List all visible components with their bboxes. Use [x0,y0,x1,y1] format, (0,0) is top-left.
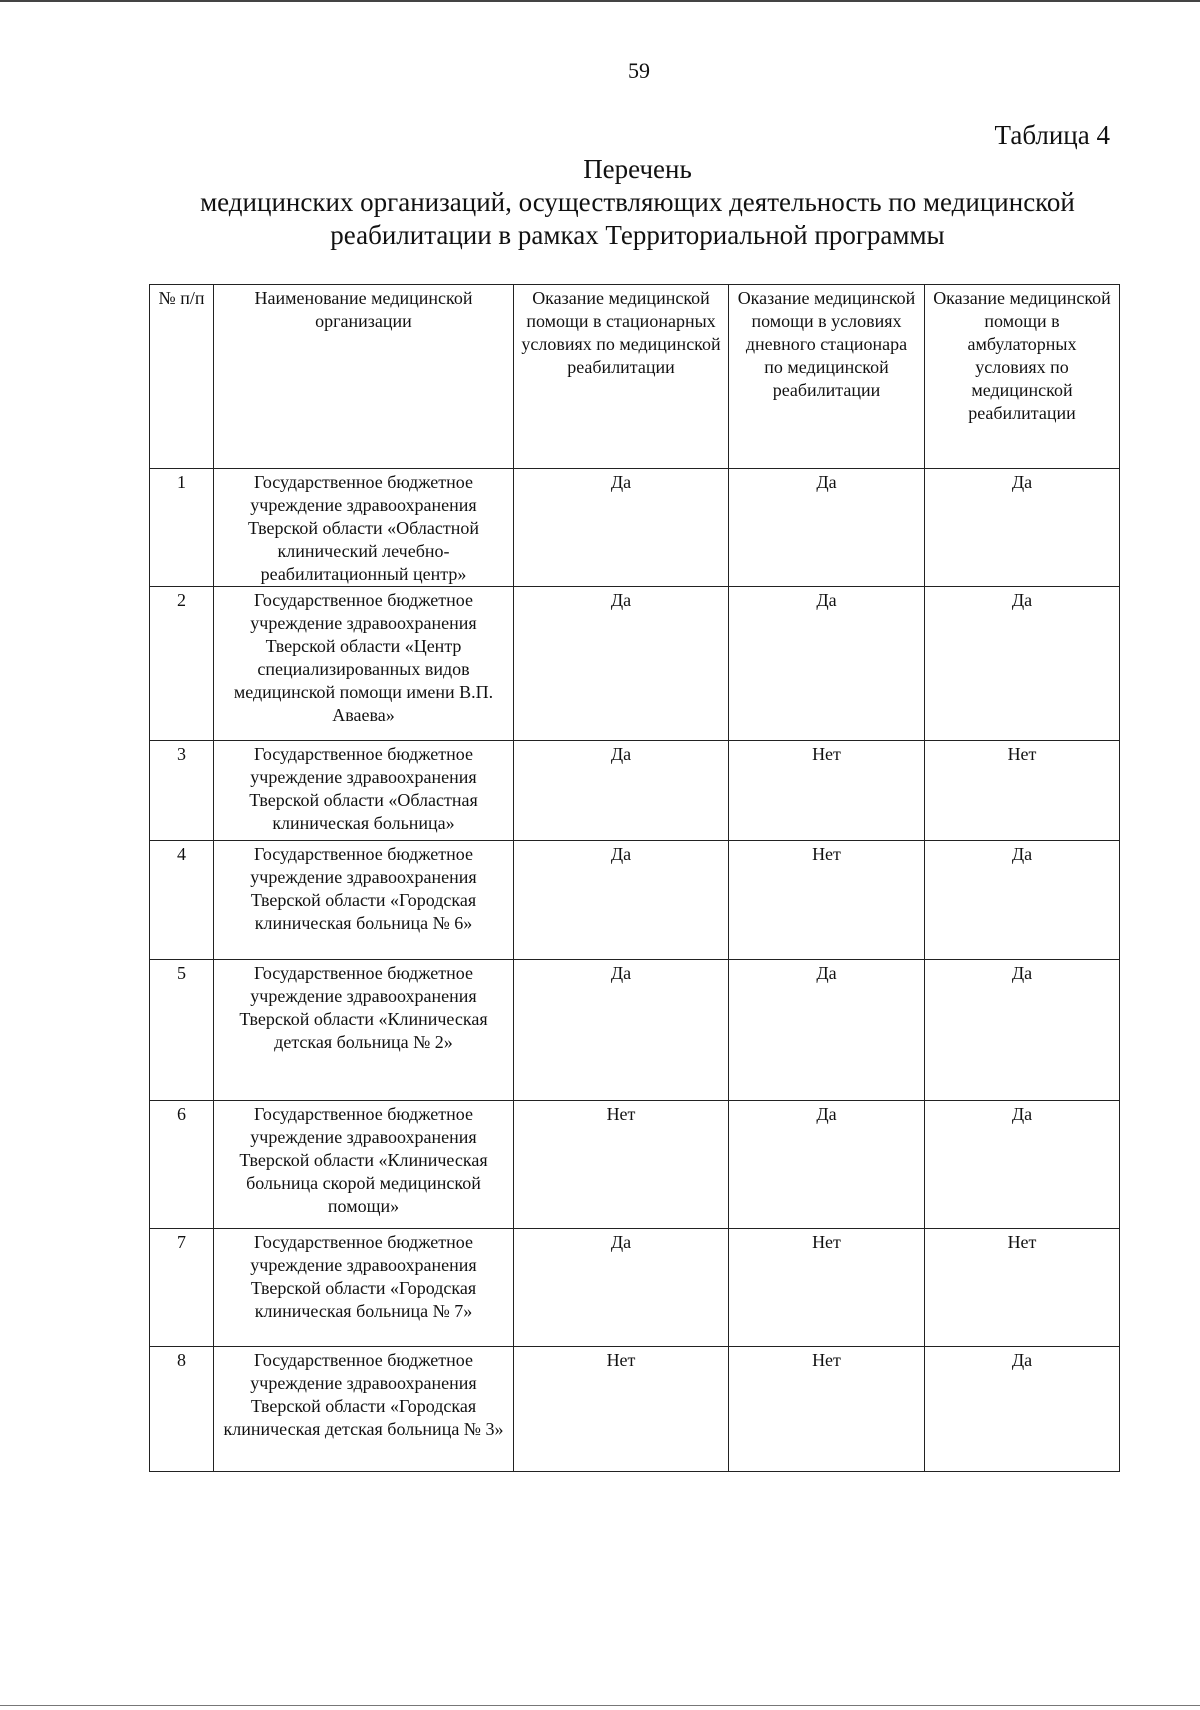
scan-top-edge [0,0,1200,2]
row-organization-name: Государственное бюджетное учреждение здравоохранения Тверской области «Городская клиническая детская больница № 3» [214,1347,514,1472]
row-ambulatory: Нет [925,1229,1120,1347]
row-stationary: Да [514,1229,729,1347]
row-ambulatory: Да [925,841,1120,960]
row-number: 8 [150,1347,214,1472]
row-ambulatory: Да [925,469,1120,587]
row-number: 7 [150,1229,214,1347]
row-day-hospital: Да [729,469,925,587]
document-heading [150,153,1125,252]
row-organization-name: Государственное бюджетное учреждение здравоохранения Тверской области «Центр специализированных видов медицинской помощи имени В.П. Аваева» [214,587,514,741]
row-stationary: Да [514,960,729,1101]
row-day-hospital: Нет [729,841,925,960]
row-organization-name: Государственное бюджетное учреждение здравоохранения Тверской области «Клиническая больница скорой медицинской помощи» [214,1101,514,1229]
heading-line-1: Перечень [583,154,692,184]
table-row [150,960,1120,1101]
row-day-hospital: Нет [729,1229,925,1347]
row-ambulatory: Да [925,1347,1120,1472]
row-stationary: Нет [514,1347,729,1472]
row-day-hospital: Нет [729,741,925,841]
table-row [150,469,1120,587]
organizations-table [149,284,1120,1472]
table-row [150,741,1120,841]
header-day-hospital: Оказание медицинской помощи в условиях дневного стационара по медицинской реабилитации [729,285,925,469]
row-organization-name: Государственное бюджетное учреждение здравоохранения Тверской области «Городская клиническая больница № 7» [214,1229,514,1347]
row-stationary: Да [514,741,729,841]
row-stationary: Да [514,841,729,960]
row-stationary: Нет [514,1101,729,1229]
table-row [150,1229,1120,1347]
header-stationary: Оказание медицинской помощи в стационарных условиях по медицинской реабилитации [514,285,729,469]
table-row [150,841,1120,960]
heading-line-3: реабилитации в рамках Территориальной программы [330,220,945,250]
header-ambulatory: Оказание медицинской помощи в амбулаторных условиях по медицинской реабилитации [925,285,1120,469]
row-day-hospital: Да [729,587,925,741]
row-ambulatory: Нет [925,741,1120,841]
row-organization-name: Государственное бюджетное учреждение здравоохранения Тверской области «Областной клинический лечебно-реабилитационный центр» [214,469,514,587]
row-number: 3 [150,741,214,841]
row-number: 2 [150,587,214,741]
row-number: 1 [150,469,214,587]
table-row [150,1347,1120,1472]
row-ambulatory: Да [925,1101,1120,1229]
row-organization-name: Государственное бюджетное учреждение здравоохранения Тверской области «Городская клиническая больница № 6» [214,841,514,960]
row-ambulatory: Да [925,587,1120,741]
row-number: 5 [150,960,214,1101]
table-label: Таблица 4 [994,120,1110,150]
page-number: 59 [628,58,650,83]
row-ambulatory: Да [925,960,1120,1101]
row-organization-name: Государственное бюджетное учреждение здравоохранения Тверской области «Областная клиническая больница» [214,741,514,841]
table-header-row [150,285,1120,469]
table-row [150,587,1120,741]
table-row [150,1101,1120,1229]
row-number: 4 [150,841,214,960]
heading-line-2: медицинских организаций, осуществляющих деятельность по медицинской [200,187,1075,217]
header-organization-name: Наименование медицинской организации [214,285,514,469]
scan-bottom-edge [0,1705,1200,1706]
row-number: 6 [150,1101,214,1229]
row-day-hospital: Нет [729,1347,925,1472]
row-stationary: Да [514,469,729,587]
row-organization-name: Государственное бюджетное учреждение здравоохранения Тверской области «Клиническая детская больница № 2» [214,960,514,1101]
row-day-hospital: Да [729,960,925,1101]
row-day-hospital: Да [729,1101,925,1229]
row-stationary: Да [514,587,729,741]
header-number: № п/п [150,285,214,469]
